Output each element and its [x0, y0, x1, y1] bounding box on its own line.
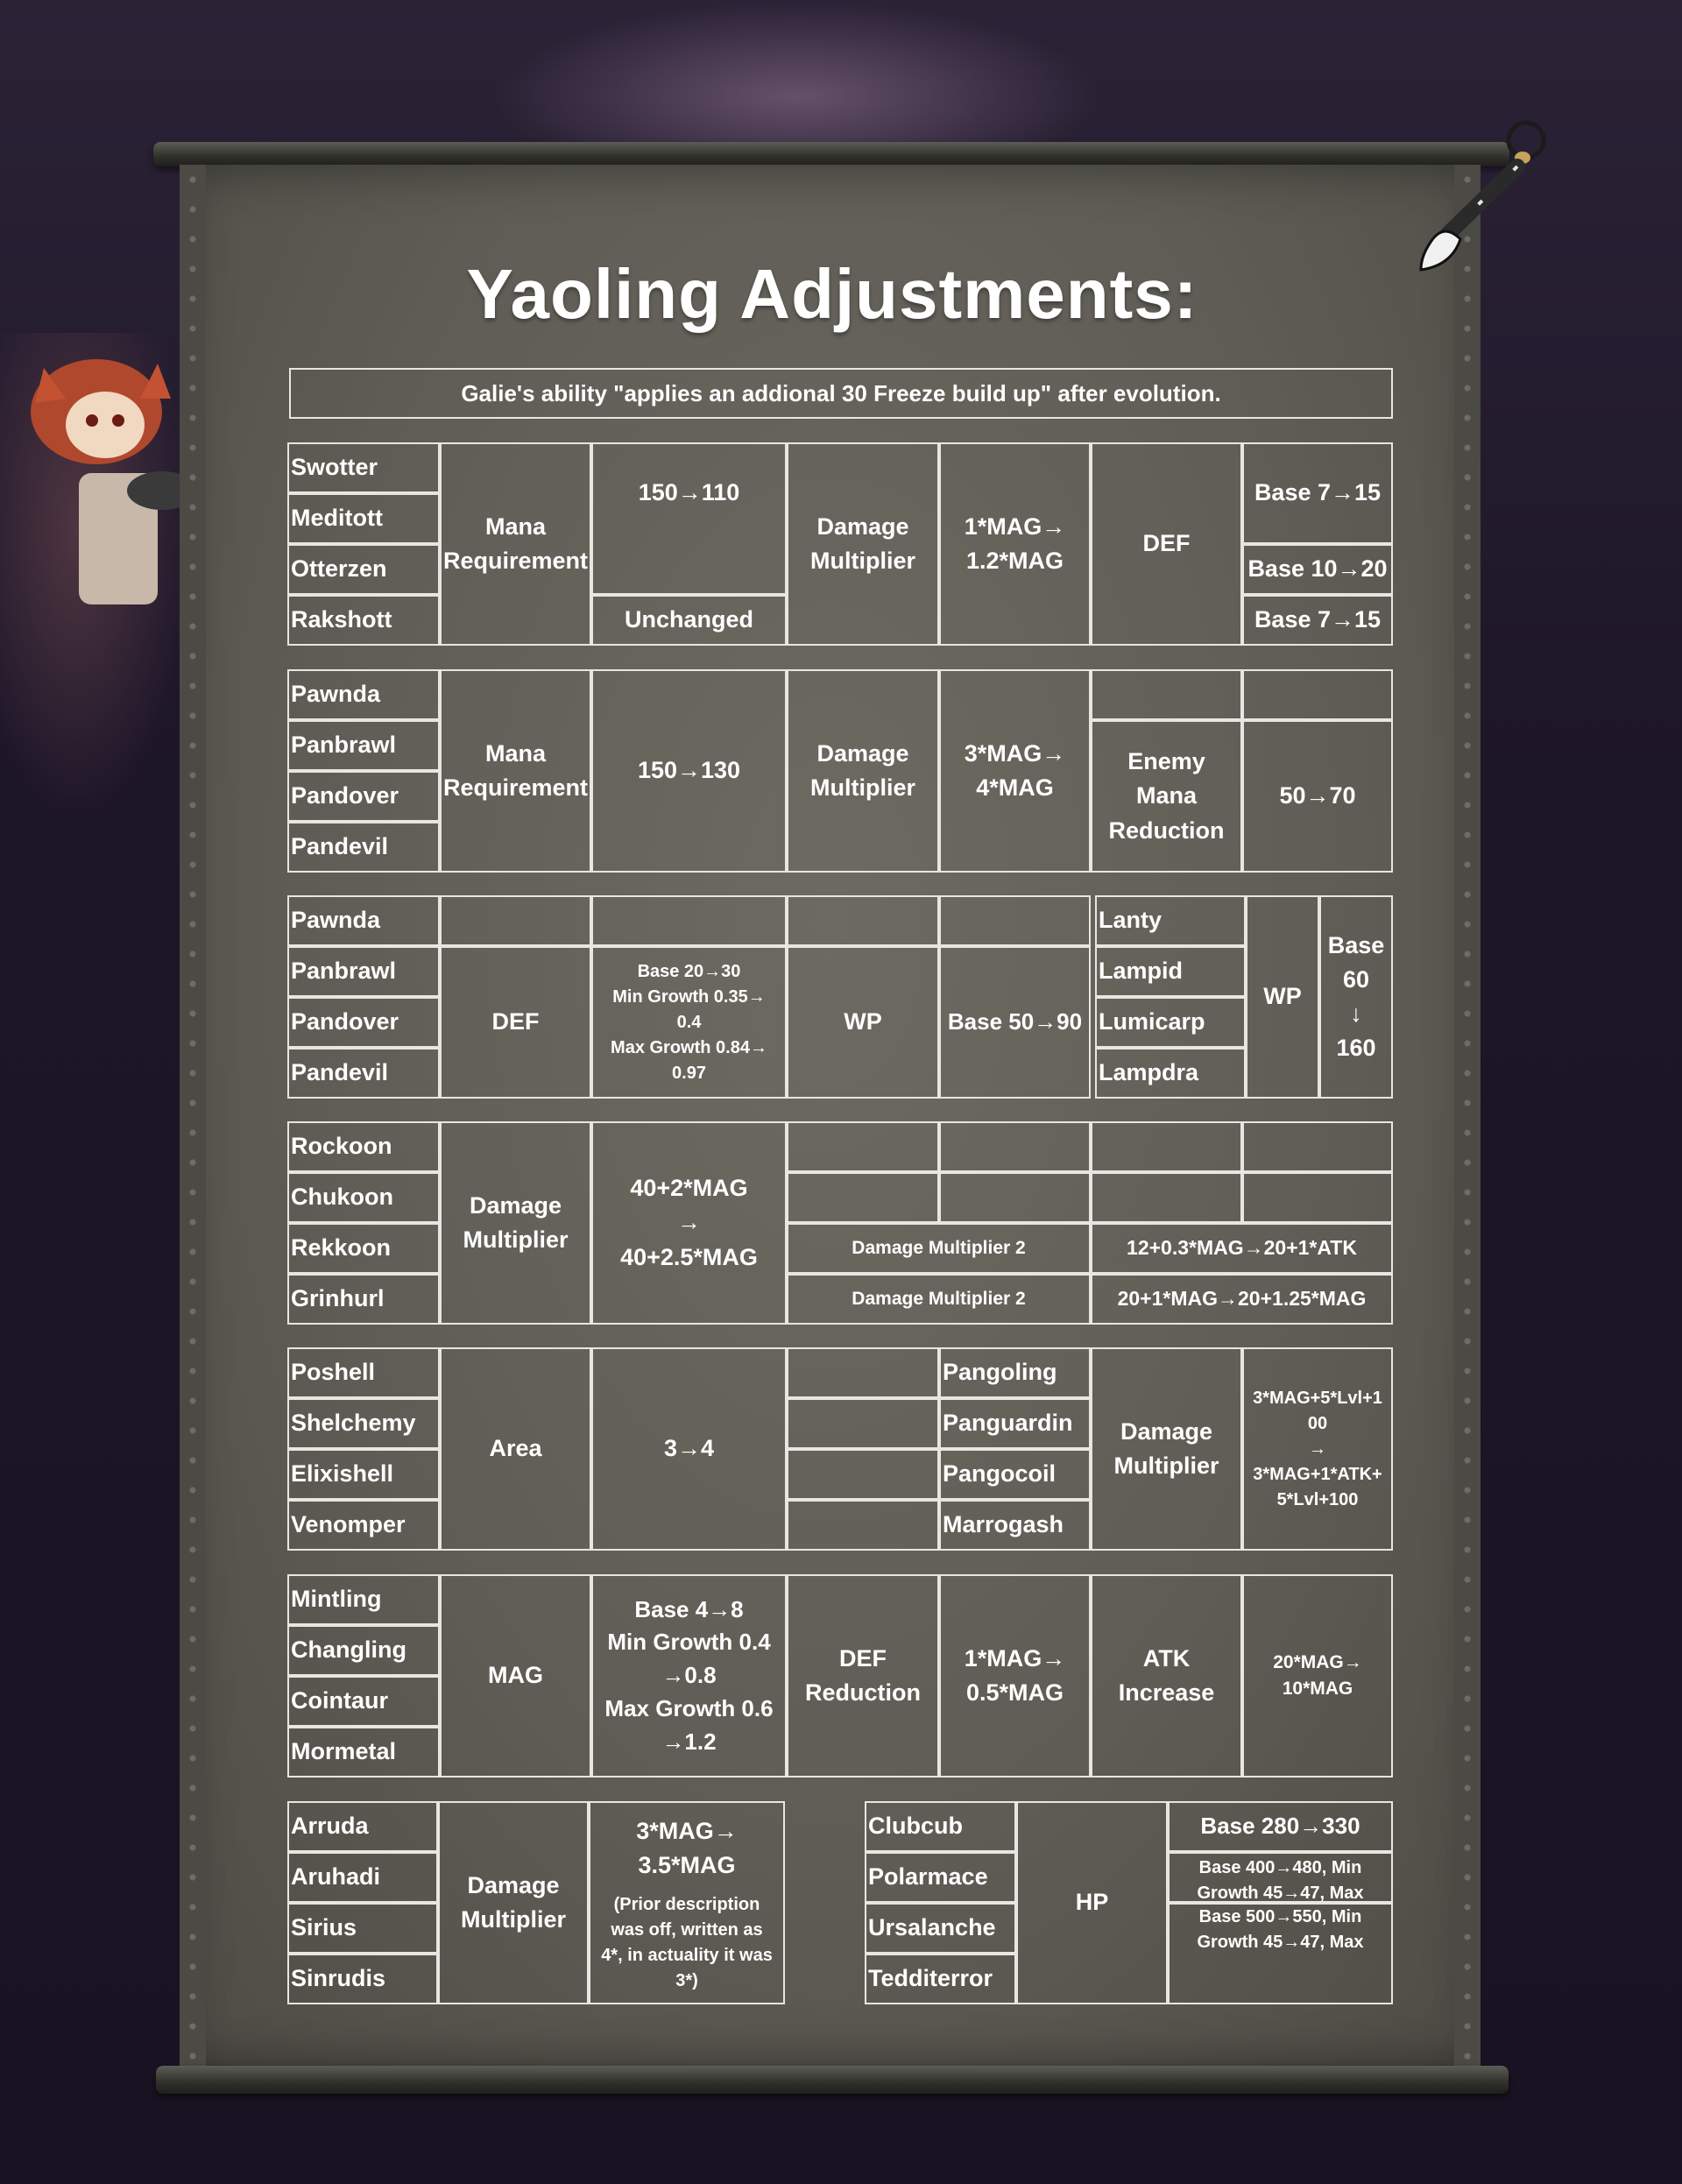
stat-value: 1*MAG→ 1.2*MAG — [964, 512, 1066, 574]
yaoling-name: Pangoling — [943, 1359, 1057, 1386]
galie-note: Galie's ability "applies an addional 30 Freeze build up" after evolution. — [289, 368, 1393, 419]
stat-label: HP — [1075, 1889, 1109, 1916]
table-cell — [1168, 1903, 1393, 2004]
stat-value: Base 50→90 — [947, 1008, 1083, 1035]
table-cell — [1091, 669, 1242, 720]
yaoling-name: Marrogash — [943, 1511, 1064, 1538]
stat-label: Area — [489, 1435, 542, 1462]
yaoling-name: Aruhadi — [291, 1863, 381, 1891]
table-cell — [787, 1398, 939, 1449]
stat-label: MAG — [488, 1662, 543, 1689]
stat-value: Unchanged — [624, 606, 753, 633]
yaoling-name: Venomper — [291, 1511, 406, 1538]
stat-value: Base 7→15 — [1254, 606, 1382, 633]
yaoling-name: Pandover — [291, 1008, 399, 1035]
stat-label: Mana Requirement — [442, 512, 589, 574]
yaoling-name: Shelchemy — [291, 1410, 416, 1437]
table-cell — [939, 1121, 1091, 1172]
table-cell — [787, 895, 939, 946]
table-cell — [1242, 1121, 1393, 1172]
yaoling-name: Polarmace — [868, 1863, 988, 1891]
stat-label: DEF — [1142, 530, 1191, 557]
yaoling-name: Rekkoon — [291, 1234, 392, 1262]
yaoling-name: Sirius — [291, 1914, 357, 1941]
stat-label: Damage Multiplier — [463, 1191, 569, 1253]
stat-label: Damage Multiplier 2 — [852, 1288, 1026, 1309]
yaoling-name: Pawnda — [291, 681, 381, 708]
yaoling-name: Sinrudis — [291, 1965, 386, 1992]
yaoling-name: Lampid — [1099, 958, 1184, 985]
yaoling-name: Clubcub — [868, 1813, 963, 1840]
yaoling-name: Meditott — [291, 505, 383, 532]
stat-value: Base 7→15 — [1254, 479, 1382, 506]
stat-value: Base 500→550, Min Growth 45→47, Max — [1197, 1907, 1364, 1952]
stat-value: 3*MAG→ 4*MAG — [964, 739, 1066, 801]
yaoling-name: Rockoon — [291, 1133, 392, 1160]
table-cell — [939, 895, 1091, 946]
stat-value: 20+1*MAG→20+1.25*MAG — [1117, 1287, 1367, 1311]
yaoling-name: Lampdra — [1099, 1059, 1199, 1086]
stat-label: Damage Multiplier — [810, 739, 915, 801]
stat-value: 50→70 — [1279, 782, 1356, 809]
stat-value: 1*MAG→ 0.5*MAG — [964, 1644, 1066, 1706]
yaoling-name: Panbrawl — [291, 732, 397, 759]
yaoling-name: Arruda — [291, 1813, 369, 1840]
table-cell — [440, 895, 591, 946]
stat-label: Mana Requirement — [442, 739, 589, 801]
stat-label: Enemy Mana Reduction — [1108, 748, 1225, 844]
yaoling-name: Otterzen — [291, 555, 387, 583]
stat-value: Base 20→30 Min Growth 0.35→ 0.4 Max Growth 0.84→ 0.97 — [611, 961, 767, 1083]
yaoling-name: Poshell — [291, 1359, 376, 1386]
stat-value: 40+2*MAG → 40+2.5*MAG — [620, 1175, 758, 1270]
stat-label: Damage Multiplier — [1113, 1417, 1219, 1479]
yaoling-name: Tedditerror — [868, 1965, 993, 1992]
yaoling-name: Changling — [291, 1636, 406, 1664]
yaoling-name: Lanty — [1099, 907, 1163, 934]
stat-label: Damage Multiplier — [461, 1871, 566, 1933]
yaoling-name: Pangocoil — [943, 1460, 1057, 1488]
table-cell — [1242, 1172, 1393, 1223]
yaoling-name: Panbrawl — [291, 958, 397, 985]
yaoling-name: Swotter — [291, 454, 378, 481]
stat-label: WP — [844, 1008, 882, 1035]
page-title: Yaoling Adjustments: — [466, 255, 1198, 333]
table-cell — [787, 1449, 939, 1500]
table-cell — [787, 1172, 939, 1223]
yaoling-name: Pandover — [291, 782, 399, 809]
scroll-left-border-pattern — [180, 165, 206, 2067]
table-cell — [1091, 1172, 1242, 1223]
table-cell — [939, 1172, 1091, 1223]
yaoling-name: Ursalanche — [868, 1914, 996, 1941]
table-cell — [787, 1500, 939, 1551]
stat-label: Damage Multiplier 2 — [852, 1237, 1026, 1258]
yaoling-name: Rakshott — [291, 606, 392, 633]
yaoling-name: Panguardin — [943, 1410, 1073, 1437]
yaoling-name: Chukoon — [291, 1184, 393, 1211]
stat-value: 20*MAG→ 10*MAG — [1273, 1651, 1362, 1699]
yaoling-name: Pandevil — [291, 833, 389, 860]
yaoling-name: Mintling — [291, 1586, 382, 1613]
scroll-right-border-pattern — [1454, 165, 1481, 2067]
stat-value: Base 10→20 — [1247, 555, 1388, 583]
table-cell — [591, 895, 787, 946]
yaoling-name: Grinhurl — [291, 1285, 385, 1312]
stat-value: 3*MAG+5*Lvl+1 00 → 3*MAG+1*ATK+ 5*Lvl+100 — [1253, 1388, 1382, 1509]
stat-value: Base 400→480, Min Growth 45→47, Max — [1197, 1858, 1364, 1903]
stat-value: Base 60 ↓ 160 — [1327, 931, 1385, 1062]
scroll-bottom-rod — [156, 2066, 1509, 2094]
yaoling-name: Pandevil — [291, 1059, 389, 1086]
stat-label: DEF Reduction — [805, 1644, 921, 1706]
yaoling-name: Pawnda — [291, 907, 381, 934]
yaoling-name: Mormetal — [291, 1738, 397, 1765]
yaoling-name: Cointaur — [291, 1687, 388, 1714]
table-cell — [1091, 1121, 1242, 1172]
yaoling-name: Lumicarp — [1099, 1008, 1205, 1035]
scroll-top-rod — [153, 142, 1509, 166]
stat-value: Base 4→8 Min Growth 0.4 →0.8 Max Growth 0.6 →1.2 — [604, 1595, 774, 1755]
table-cell — [787, 1347, 939, 1398]
yaoling-character-illustration — [18, 350, 184, 640]
stat-value: 12+0.3*MAG→20+1*ATK — [1127, 1236, 1357, 1260]
stat-value: 3→4 — [663, 1435, 715, 1462]
stat-label: DEF — [491, 1008, 540, 1035]
table-cell — [1242, 669, 1393, 720]
stat-note: (Prior description was off, written as 4*, in actuality it was 3*) — [601, 1895, 773, 1991]
stat-value: 150→110 — [638, 479, 740, 506]
stat-label: WP — [1263, 983, 1302, 1010]
stat-value: 3*MAG→ 3.5*MAG — [636, 1818, 738, 1879]
table-cell — [787, 1121, 939, 1172]
stat-label: Damage Multiplier — [810, 512, 915, 574]
stat-value: 150→130 — [637, 757, 741, 784]
yaoling-name: Elixishell — [291, 1460, 394, 1488]
stat-value: Base 280→330 — [1200, 1813, 1360, 1840]
stat-label: ATK Increase — [1118, 1644, 1215, 1706]
